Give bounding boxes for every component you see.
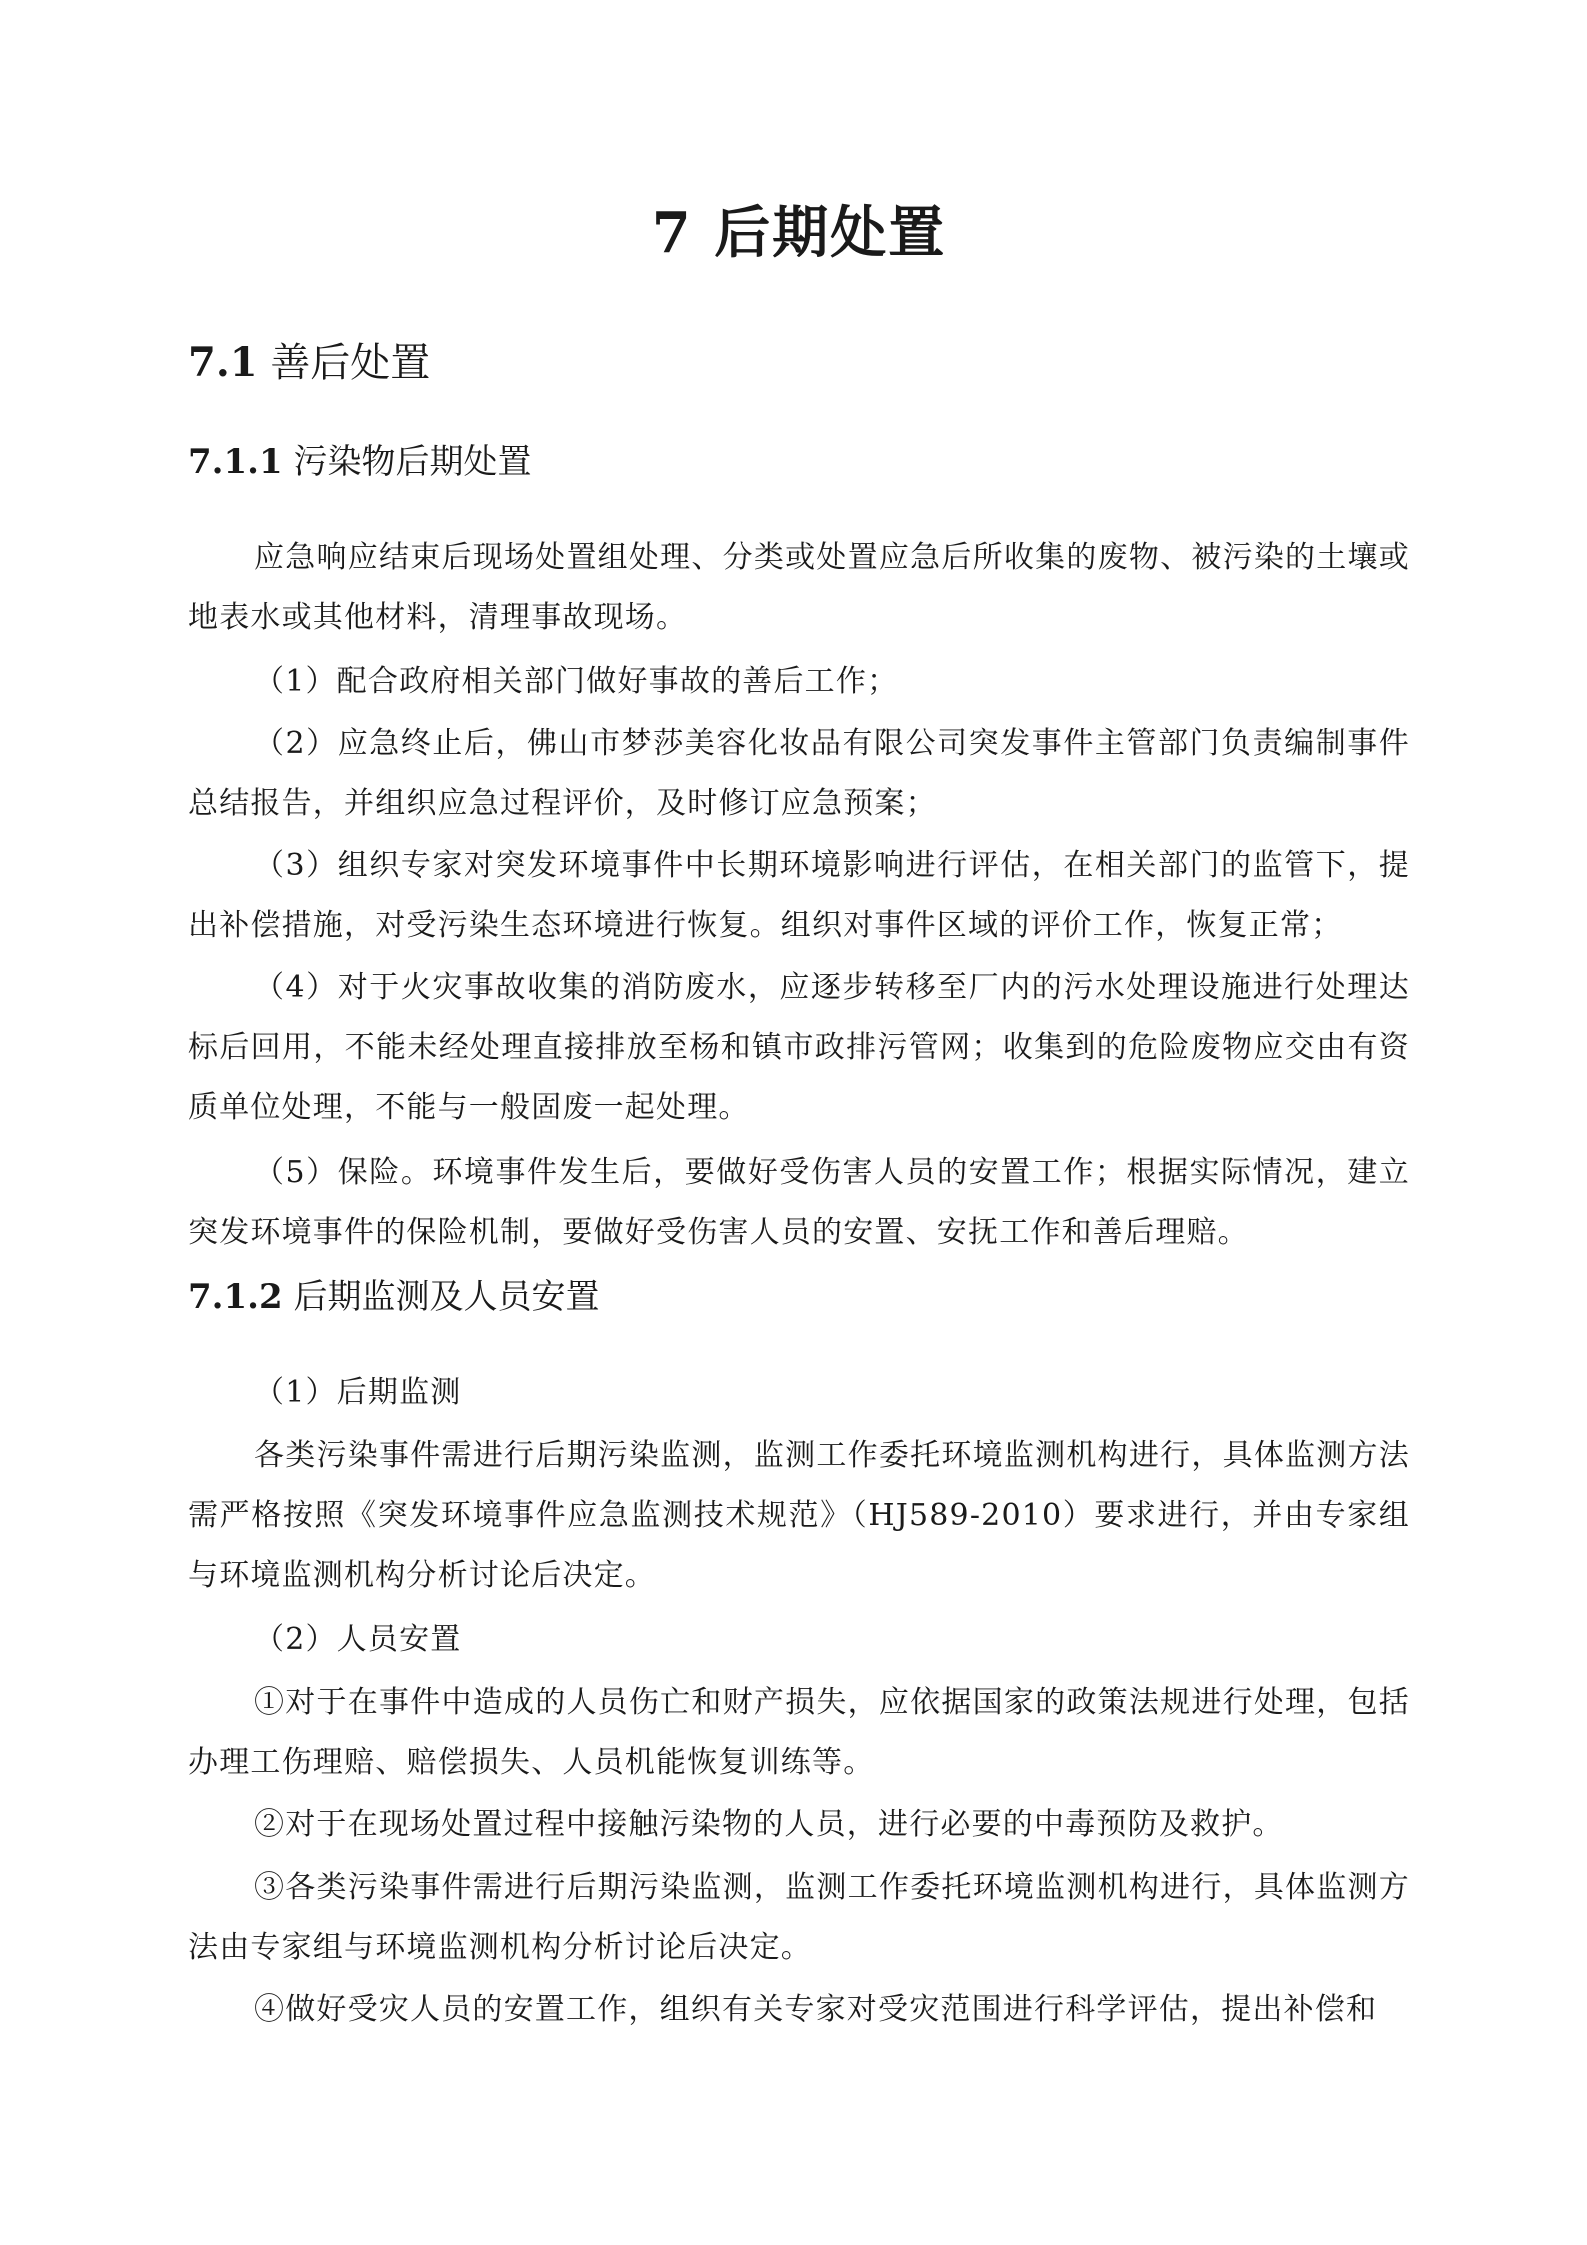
section-title: 污染物后期处置 — [293, 442, 532, 482]
section-number: 7.1 — [188, 339, 258, 386]
list-item: （1）配合政府相关部门做好事故的善后工作； — [254, 664, 899, 699]
section-7-1-1-heading — [188, 436, 531, 488]
list-item: ③各类污染事件需进行后期污染监测，监测工作委托环境监测机构进行，具体监测方法由专家组与环境监测机构分析讨论后决定。 — [188, 1870, 1410, 1965]
section-number: 7.1.2 — [188, 1277, 283, 1317]
chapter-title: 7 后期处置 — [651, 200, 947, 266]
sub-heading: （2）人员安置 — [254, 1622, 462, 1657]
section-title: 后期监测及人员安置 — [293, 1277, 600, 1317]
paragraph: 各类污染事件需进行后期污染监测，监测工作委托环境监测机构进行，具体监测方法需严格按照《突发环境事件应急监测技术规范》（HJ589-2010）要求进行，并由专家组与环境监测机构分析讨论后决定。 — [188, 1438, 1410, 1593]
list-item: ②对于在现场处置过程中接触污染物的人员，进行必要的中毒预防及救护。 — [254, 1807, 1284, 1842]
list-item: （4）对于火灾事故收集的消防废水，应逐步转移至厂内的污水处理设施进行处理达标后回用，不能未经处理直接排放至杨和镇市政排污管网；收集到的危险废物应交由有资质单位处理，不能与一般固废一起处理。 — [188, 970, 1410, 1125]
section-title: 善后处置 — [270, 340, 431, 386]
list-item: （2）应急终止后，佛山市梦莎美容化妆品有限公司突发事件主管部门负责编制事件总结报告，并组织应急过程评价，及时修订应急预案； — [188, 726, 1410, 821]
paragraph: 应急响应结束后现场处置组处理、分类或处置应急后所收集的废物、被污染的土壤或地表水或其他材料，清理事故现场。 — [188, 540, 1410, 635]
section-7-1-heading — [188, 333, 430, 393]
list-item: （5）保险。环境事件发生后，要做好受伤害人员的安置工作；根据实际情况，建立突发环境事件的保险机制，要做好受伤害人员的安置、安抚工作和善后理赔。 — [188, 1155, 1410, 1250]
list-item: ①对于在事件中造成的人员伤亡和财产损失，应依据国家的政策法规进行处理，包括办理工伤理赔、赔偿损失、人员机能恢复训练等。 — [188, 1685, 1410, 1780]
sub-heading: （1）后期监测 — [254, 1375, 462, 1410]
list-item: （3）组织专家对突发环境事件中长期环境影响进行评估，在相关部门的监管下，提出补偿措施，对受污染生态环境进行恢复。组织对事件区域的评价工作，恢复正常； — [188, 848, 1410, 943]
section-number: 7.1.1 — [188, 442, 283, 482]
list-item: ④做好受灾人员的安置工作，组织有关专家对受灾范围进行科学评估，提出补偿和 — [254, 1992, 1378, 2027]
section-7-1-2-heading — [188, 1271, 599, 1323]
